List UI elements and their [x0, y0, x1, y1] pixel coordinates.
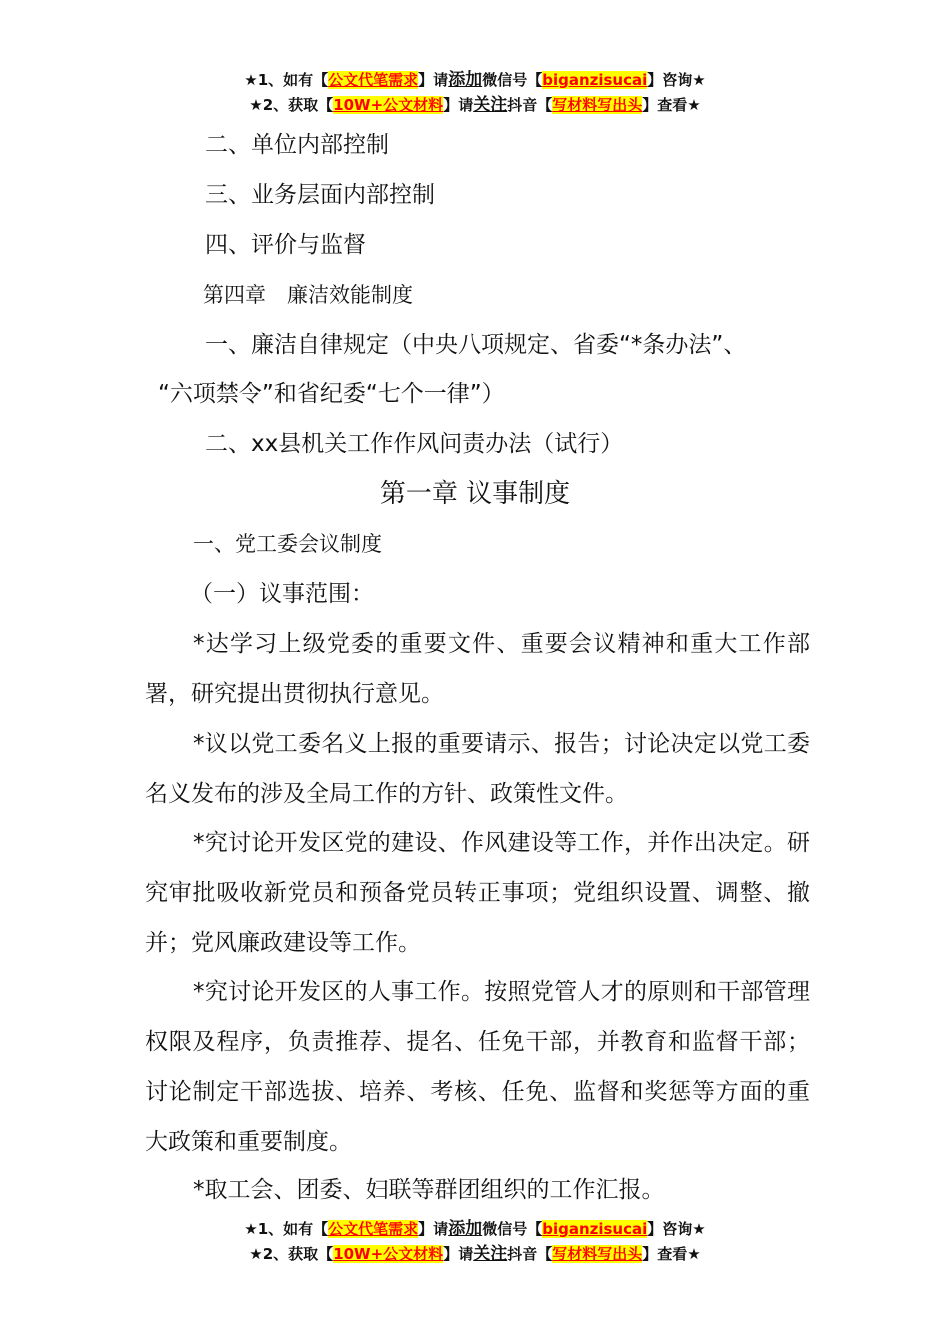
banner-text: 微信号【 [482, 71, 543, 89]
banner-text: ★2、获取【 [249, 96, 334, 114]
banner-highlight: 10W+公文材料 [333, 1245, 444, 1263]
banner-line-1 [0, 68, 950, 93]
banner-text: 抖音【 [507, 1245, 553, 1263]
toc-item: 一、廉洁自律规定（中央八项规定、省委“*条办法”、 [205, 332, 747, 358]
banner-text: 】请 [418, 71, 449, 89]
banner-highlight: 公文代笔需求 [328, 71, 419, 89]
banner-text: 】咨询★ [647, 1220, 706, 1238]
section-heading: 一、党工委会议制度 [193, 532, 382, 556]
banner-underline: 添加 [448, 1219, 483, 1239]
paragraph: *取工会、团委、妇联等群团组织的工作汇报。 [193, 1177, 665, 1203]
banner-text: 抖音【 [507, 96, 553, 114]
banner-text: ★2、获取【 [249, 1245, 334, 1263]
paragraph: *究讨论开发区党的建设、作风建设等工作，并作出决定。研究审批吸收新党员和预备党员转正事项；党组织设置、调整、撤并；党风廉政建设等工作。 [145, 830, 810, 956]
banner-line-1 [0, 1217, 950, 1242]
banner-text: 】请 [443, 1245, 474, 1263]
banner-highlight: 10W+公文材料 [333, 96, 444, 114]
banner-text: 】查看★ [642, 1245, 701, 1263]
banner-wechat-id: biganzisucai [542, 71, 648, 89]
paragraph: *议以党工委名义上报的重要请示、报告；讨论决定以党工委名义发布的涉及全局工作的方针、政策性文件。 [145, 731, 810, 807]
banner-text: 】咨询★ [647, 71, 706, 89]
top-banner [0, 68, 950, 118]
banner-underline: 关注 [473, 95, 508, 115]
banner-line-2 [0, 93, 950, 118]
chapter-title: 第一章 议事制度 [379, 479, 571, 509]
banner-text: 】请 [443, 96, 474, 114]
banner-wechat-id: biganzisucai [542, 1220, 648, 1238]
banner-douyin-id: 写材料写出头 [552, 1245, 643, 1263]
banner-text: ★1、如有【 [244, 71, 329, 89]
toc-item: 四、评价与监督 [205, 232, 366, 258]
banner-text: ★1、如有【 [244, 1220, 329, 1238]
banner-text: 微信号【 [482, 1220, 543, 1238]
toc-chapter: 第四章 廉洁效能制度 [203, 283, 413, 307]
paragraph: *达学习上级党委的重要文件、重要会议精神和重大工作部署，研究提出贯彻执行意见。 [145, 631, 810, 707]
banner-text: 】查看★ [642, 96, 701, 114]
banner-underline: 关注 [473, 1244, 508, 1264]
toc-item-continued: “六项禁令”和省纪委“七个一律”） [158, 381, 505, 407]
banner-douyin-id: 写材料写出头 [552, 96, 643, 114]
toc-item: 二、单位内部控制 [205, 132, 389, 158]
toc-item: 三、业务层面内部控制 [205, 182, 435, 208]
banner-highlight: 公文代笔需求 [328, 1220, 419, 1238]
banner-text: 】请 [418, 1220, 449, 1238]
paragraph: *究讨论开发区的人事工作。按照党管人才的原则和干部管理权限及程序，负责推荐、提名、任免干部，并教育和监督干部；讨论制定干部选拔、培养、考核、任免、监督和奖惩等方面的重大政策和重要制度。 [145, 979, 810, 1155]
toc-item: 二、xx县机关工作作风问责办法（试行） [205, 431, 624, 457]
banner-line-2 [0, 1242, 950, 1267]
subsection-heading: （一）议事范围： [190, 581, 374, 607]
banner-underline: 添加 [448, 70, 483, 90]
bottom-banner [0, 1217, 950, 1267]
